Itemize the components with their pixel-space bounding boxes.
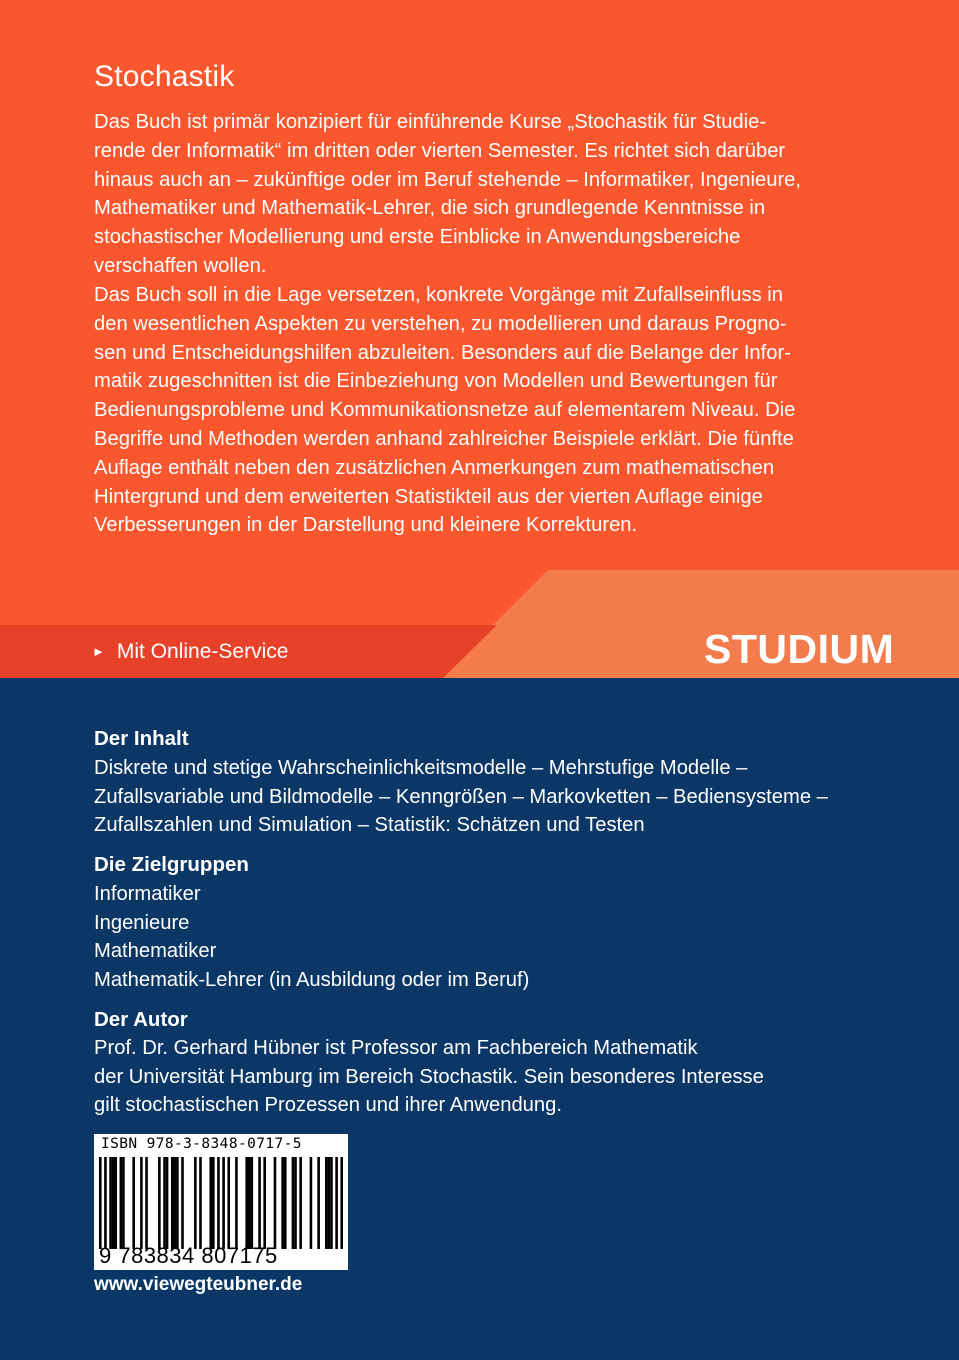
barcode-bar: [251, 1157, 254, 1249]
barcode-bar: [112, 1157, 115, 1249]
barcode-bar: [173, 1157, 176, 1249]
barcode-bar: [217, 1157, 220, 1249]
barcode-bar: [248, 1157, 251, 1249]
isbn-barcode: [94, 1134, 348, 1270]
description-line: Hintergrund und dem erweiterten Statistikteil aus der vierten Auflage einige: [94, 485, 763, 508]
barcode-bar: [330, 1157, 333, 1249]
barcode-bar: [109, 1157, 112, 1249]
description-line: Das Buch ist primär konzipiert für einführende Kurse „Stochastik für Studie-: [94, 111, 767, 133]
barcode-bar: [176, 1157, 179, 1249]
barcode-bar: [222, 1157, 225, 1249]
section-heading-inhalt: Der Inhalt: [94, 727, 189, 750]
barcode-bar: [166, 1157, 169, 1249]
barcode-bar: [258, 1157, 261, 1249]
autor-line: gilt stochastischen Prozessen und ihrer Anwendung.: [94, 1094, 562, 1117]
barcode-bar: [158, 1157, 161, 1249]
barcode-bar: [245, 1157, 248, 1249]
barcode-bar: [163, 1157, 166, 1249]
description-line: Bedienungsprobleme und Kommunikationsnetze auf elementarem Niveau. Die: [94, 399, 796, 422]
barcode-bar: [171, 1157, 174, 1249]
barcode-bar: [212, 1157, 215, 1249]
section-body-autor: [94, 1034, 764, 1120]
ean-digits: 9 783834 807175: [99, 1243, 278, 1268]
barcode-bar: [132, 1157, 135, 1249]
barcode-bar: [310, 1157, 313, 1249]
play-arrow-icon: ►: [92, 644, 105, 659]
barcode-bar: [194, 1157, 197, 1249]
inhalt-line: Zufallsvariable und Bildmodelle – Kenngrößen – Markovketten – Bediensysteme –: [94, 785, 828, 808]
description-line: den wesentlichen Aspekten zu verstehen, zu modellieren und daraus Progno-: [94, 312, 787, 335]
barcode-bar: [328, 1157, 331, 1249]
section-heading-autor: Der Autor: [94, 1008, 188, 1031]
studium-label: STUDIUM: [704, 626, 895, 672]
barcode-bar: [263, 1157, 266, 1249]
barcode-bar: [99, 1157, 102, 1249]
inhalt-line: Diskrete und stetige Wahrscheinlichkeitsmodelle – Mehrstufige Modelle –: [94, 757, 748, 779]
navy-band-edge: [0, 678, 959, 680]
description-line: Mathematiker und Mathematik-Lehrer, die sich grundlegende Kenntnisse in: [94, 197, 766, 220]
description-line: hinaus auch an – zukünftige oder im Beruf stehende – Informatiker, Ingenieure,: [94, 168, 802, 191]
barcode-bar: [292, 1157, 295, 1249]
book-title: Stochastik: [94, 60, 235, 93]
barcode-bar: [281, 1157, 284, 1249]
description-line: stochastischer Modellierung und erste Einblicke in Anwendungsbereiche: [94, 226, 741, 249]
description-line: sen und Entscheidungshilfen abzuleiten. Besonders auf die Belange der Infor-: [94, 341, 791, 364]
autor-line: der Universität Hamburg im Bereich Stochastik. Sein besonderes Interesse: [94, 1065, 764, 1088]
online-service-label: [92, 640, 288, 664]
zielgruppe-item: Informatiker: [94, 883, 201, 905]
barcode-bar: [140, 1157, 143, 1249]
description-line: matik zugeschnitten ist die Einbeziehung von Modellen und Bewertungen für: [94, 370, 778, 393]
barcode-bar: [335, 1157, 338, 1249]
description-line: rende der Informatik“ im dritten oder vierten Semester. Es richtet sich darüber: [94, 139, 786, 162]
barcode-bar: [209, 1157, 212, 1249]
zielgruppe-item: Ingenieure: [94, 911, 190, 934]
barcode-bar: [274, 1157, 277, 1249]
section-body-inhalt: [94, 754, 828, 840]
section-heading-zielgruppen: Die Zielgruppen: [94, 853, 249, 876]
isbn-number: ISBN 978-3-8348-0717-5: [101, 1136, 302, 1152]
autor-line: Prof. Dr. Gerhard Hübner ist Professor am Fachbereich Mathematik: [94, 1037, 698, 1059]
description-line: verschaffen wollen.: [94, 254, 267, 277]
description-paragraph-2: [94, 281, 874, 540]
barcode-bar: [235, 1157, 238, 1249]
barcode-bar: [199, 1157, 202, 1249]
description-line: Begriffe und Methoden werden anhand zahlreicher Beispiele erklärt. Die fünfte: [94, 427, 794, 450]
zielgruppe-item: Mathematik-Lehrer (in Ausbildung oder im Beruf): [94, 968, 530, 991]
inhalt-line: Zufallszahlen und Simulation – Statistik: Schätzen und Testen: [94, 814, 645, 837]
barcode-bar: [294, 1157, 297, 1249]
barcode-bar: [145, 1157, 148, 1249]
barcode-bar: [114, 1157, 117, 1249]
description-line: Auflage enthält neben den zusätzlichen Anmerkungen zum mathematischen: [94, 456, 775, 479]
barcode-bar: [122, 1157, 125, 1249]
zielgruppe-item: Mathematiker: [94, 940, 217, 963]
barcode-bar: [120, 1157, 123, 1249]
description-paragraph-1: [94, 108, 874, 281]
description-line: Verbesserungen in der Darstellung und kleinere Korrekturen.: [94, 514, 638, 537]
barcode-bar: [299, 1157, 302, 1249]
description-line: Das Buch soll in die Lage versetzen, konkrete Vorgänge mit Zufallseinfluss in: [94, 284, 783, 306]
publisher-website: www.viewegteubner.de: [94, 1274, 303, 1295]
barcode-bar: [340, 1157, 343, 1249]
barcode-bar: [284, 1157, 287, 1249]
online-service-text: Mit Online-Service: [116, 640, 289, 663]
barcode-bar: [104, 1157, 107, 1249]
barcode-bars: [99, 1157, 343, 1249]
barcode-bar: [317, 1157, 320, 1249]
section-body-zielgruppen: [94, 880, 529, 994]
barcode-bar: [227, 1157, 230, 1249]
barcode-bar: [325, 1157, 328, 1249]
barcode-bar: [181, 1157, 184, 1249]
